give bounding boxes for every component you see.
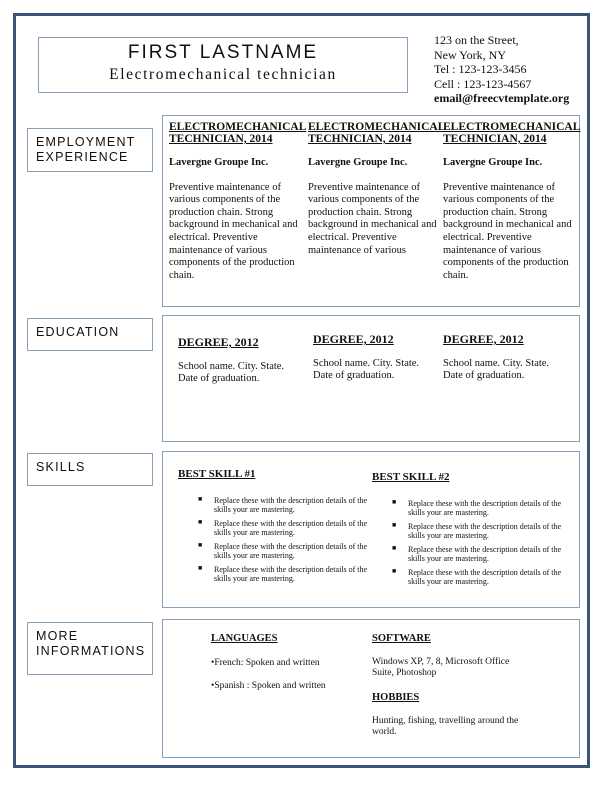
skill-item: ■ Replace these with the description details of the skills your are mastering. [372,522,568,540]
contact-street: 123 on the Street, [434,33,519,47]
education-entry-3 [443,333,568,383]
job-entry-company: Lavergne Groupe Inc. [169,157,269,168]
employment-label-box [27,128,153,172]
hobbies-title: HOBBIES [372,692,420,703]
contact-block [434,33,569,106]
languages-block [211,633,361,692]
job-entry-title: ELECTROMECHANICAL TECHNICIAN, 2014 [443,121,581,145]
hobbies-text: Hunting, fishing, travelling around the world. [372,716,519,737]
education-school: School name. City. State. [313,357,420,369]
skill-item: ■ Replace these with the description details of the skills your are mastering. [178,496,374,514]
education-entry-1 [178,336,303,386]
skill-group-2 [372,471,572,591]
skill-item: ■ Replace these with the description details of the skills your are mastering. [372,499,568,517]
more-info-label: MORE INFORMATIONS [36,629,146,658]
skill-group-title: BEST SKILL #2 [372,471,450,483]
skill-item: ■ Replace these with the description details of the skills your are mastering. [178,519,374,537]
job-entry-description: Preventive maintenance of various components of the production chain. Strong background in mechanical and electrical. Preventive maintenance of various components of the production chain. [169,181,298,281]
job-entry-description: Preventive maintenance of various components of the production chain. Strong background in mechanical and electrical. Preventive maintenance of various [308,181,437,256]
skill-list [178,496,368,583]
job-title: Electromechanical technician [109,66,337,83]
contact-city: New York, NY [434,47,507,62]
education-degree: DEGREE, 2012 [178,335,259,349]
languages-title: LANGUAGES [211,633,278,644]
skill-list [372,499,572,586]
job-entry-description: Preventive maintenance of various components of the production chain. Strong background in mechanical and electrical. Preventive maintenance of various components of the production chain. [443,181,572,281]
job-entry-2 [308,121,446,257]
full-name: FIRST LASTNAME [127,42,319,63]
skills-label: SKILLS [36,460,86,474]
job-entry-company: Lavergne Groupe Inc. [308,157,408,168]
skill-item: ■ Replace these with the description details of the skills your are mastering. [178,542,374,560]
education-date: Date of graduation. [313,370,395,382]
language-item: •French: Spoken and written [211,658,320,668]
more-info-label-box [27,622,153,675]
skills-label-box [27,453,153,486]
name-box [38,37,408,93]
education-date: Date of graduation. [178,373,260,385]
education-label-box [27,318,153,351]
contact-tel: Tel : 123-123-3456 [434,62,527,76]
education-degree: DEGREE, 2012 [313,332,394,346]
job-entry-company: Lavergne Groupe Inc. [443,157,543,168]
education-degree: DEGREE, 2012 [443,332,524,346]
contact-email[interactable]: email@freecvtemplate.org [434,91,570,105]
skill-item: ■ Replace these with the description details of the skills your are mastering. [372,568,568,586]
job-entry-1 [169,121,307,282]
education-entry-2 [313,333,438,383]
job-entry-title: ELECTROMECHANICAL TECHNICIAN, 2014 [308,121,446,145]
job-entry-3 [443,121,581,282]
contact-cell: Cell : 123-123-4567 [434,76,532,91]
education-label: EDUCATION [36,325,120,339]
education-date: Date of graduation. [443,370,525,382]
skill-item: ■ Replace these with the description details of the skills your are mastering. [178,565,374,583]
software-text: Windows XP, 7, 8, Microsoft Office Suite, Photoshop [372,657,510,678]
software-title: SOFTWARE [372,633,431,644]
employment-label: EMPLOYMENT EXPERIENCE [36,135,136,164]
skill-group-1 [178,468,368,588]
education-school: School name. City. State. [443,357,550,369]
language-item: •Spanish : Spoken and written [211,681,326,691]
skill-item: ■ Replace these with the description details of the skills your are mastering. [372,545,568,563]
skill-group-title: BEST SKILL #1 [178,468,256,480]
hobbies-block [372,692,532,738]
education-school: School name. City. State. [178,360,285,372]
job-entry-title: ELECTROMECHANICAL TECHNICIAN, 2014 [169,121,307,145]
software-block [372,633,532,679]
